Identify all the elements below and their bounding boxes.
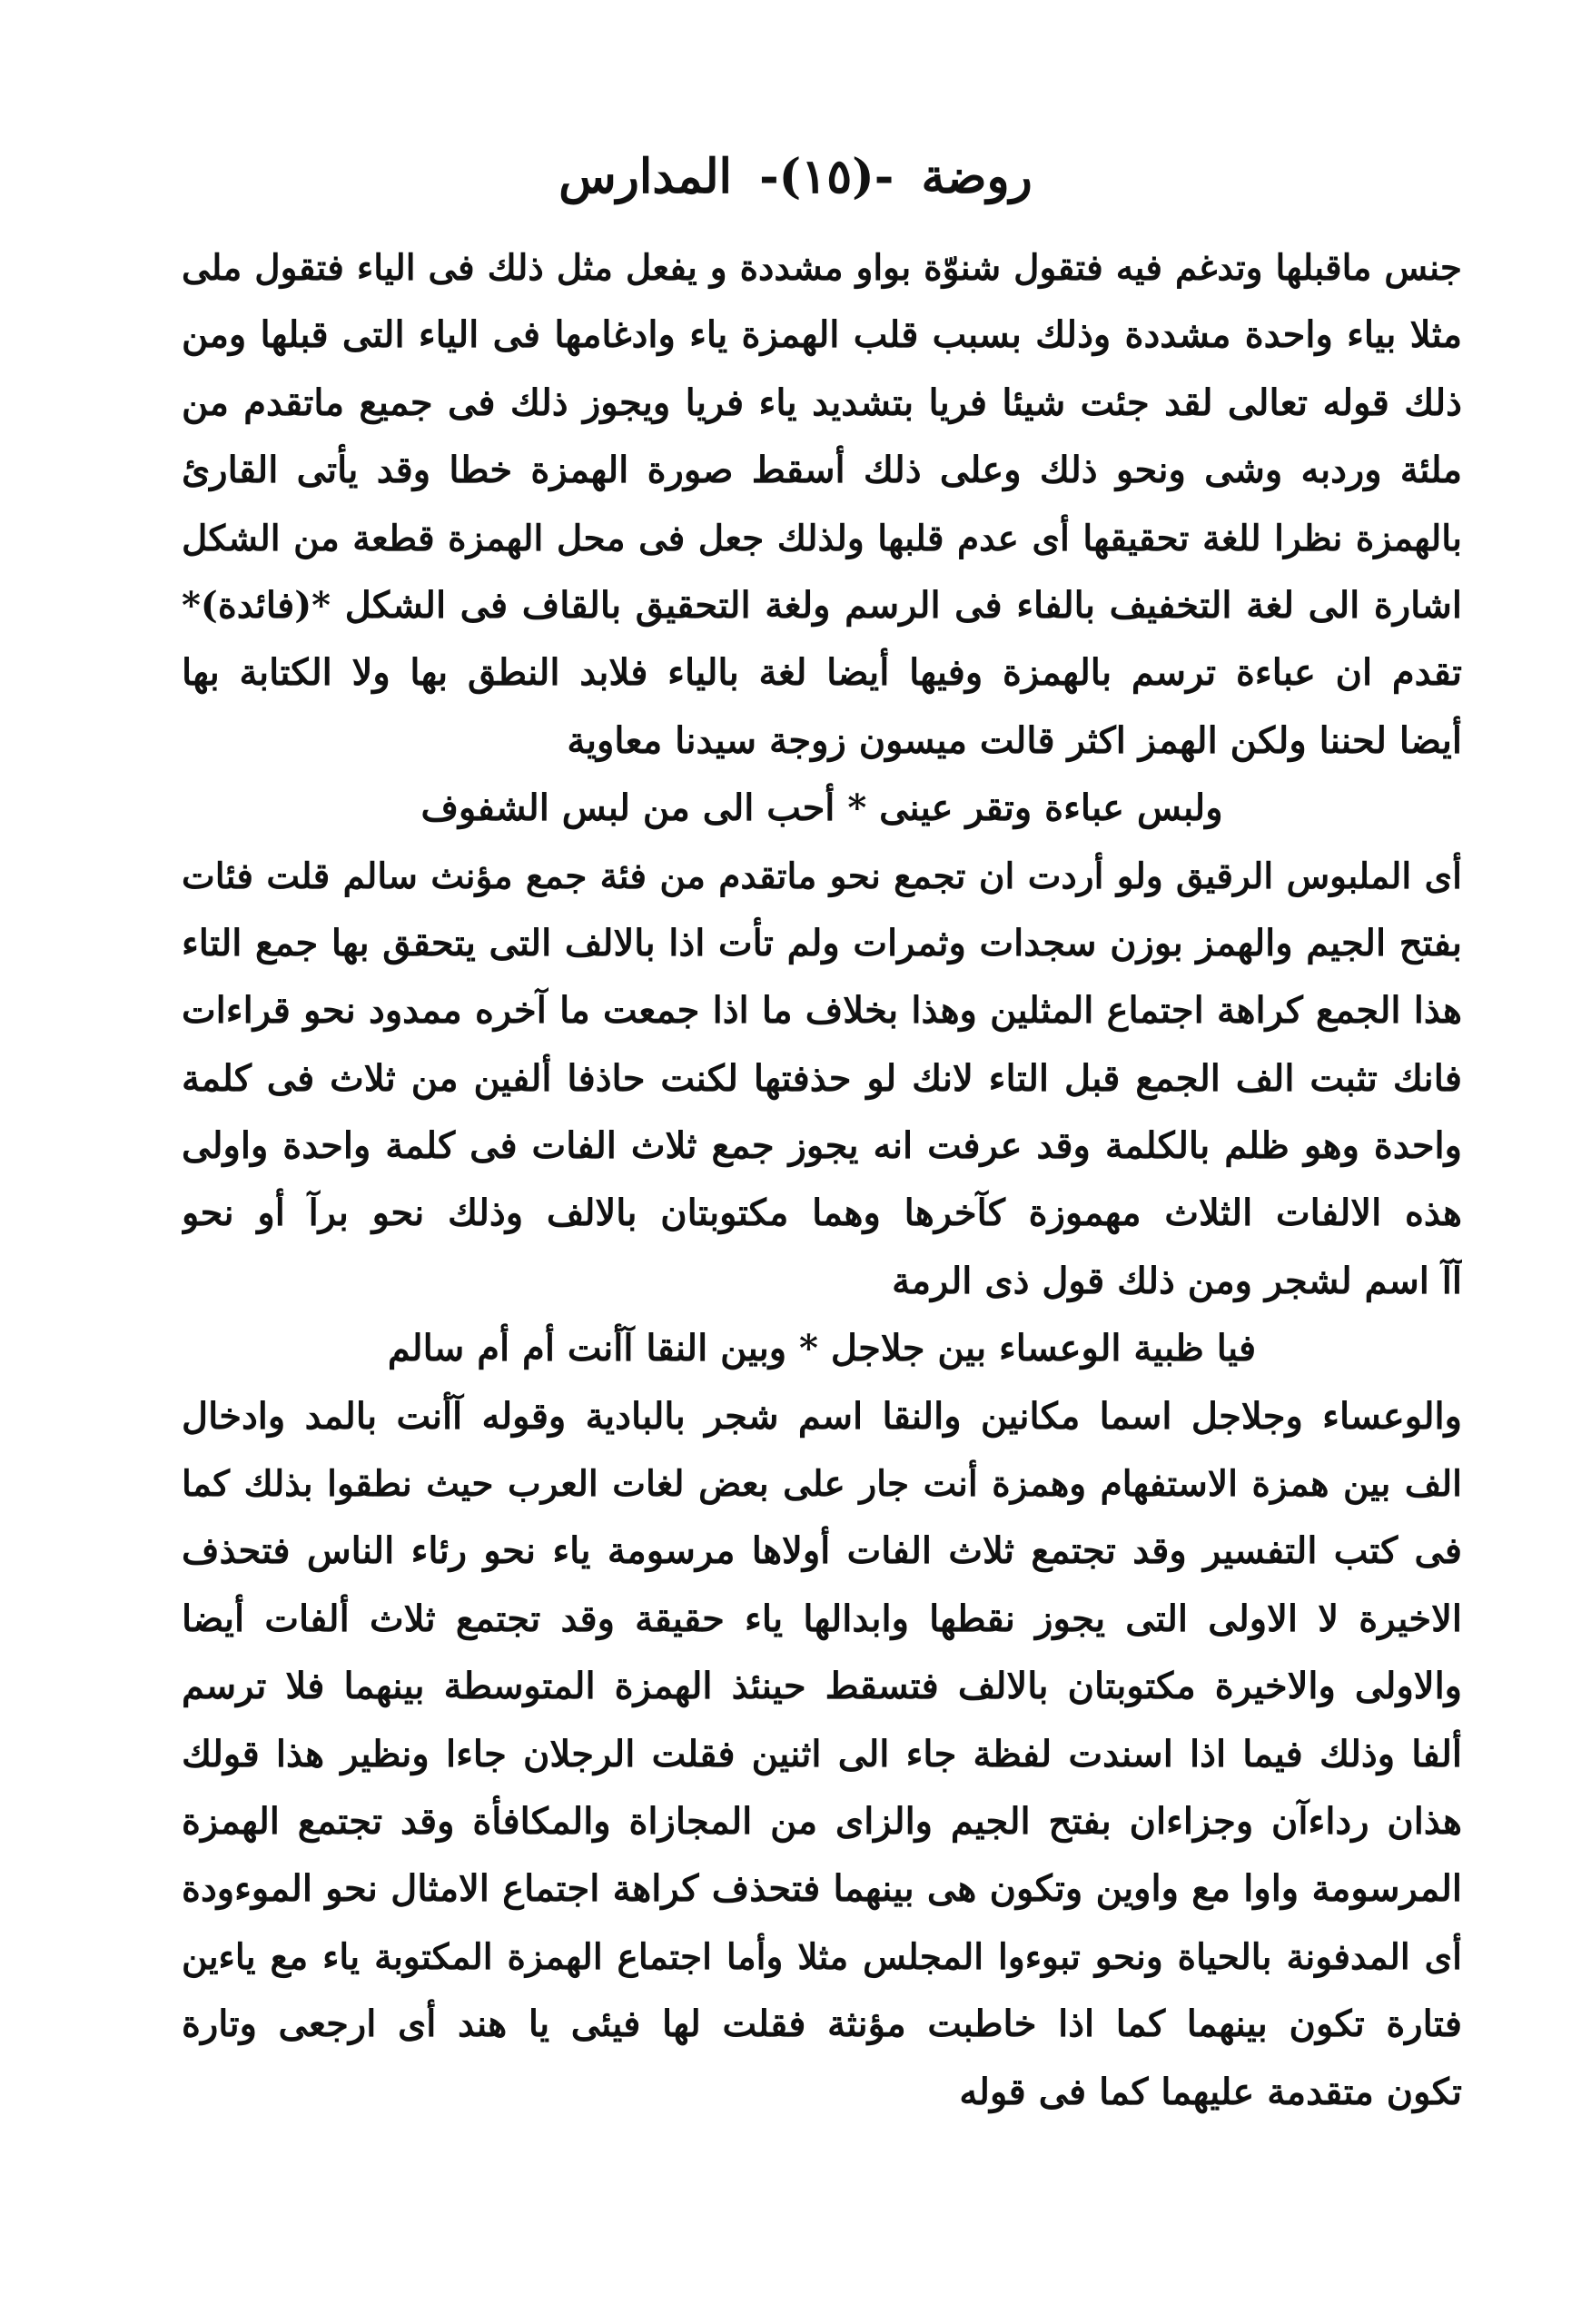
text-line: تقدم ان عباءة ترسم بالهمزة وفيها أيضا لغة بالياء فلابد النطق بها ولا الكتابة بها xyxy=(182,651,1462,695)
text-line: هذان رداءآن وجزاءان بفتح الجيم والزاى من المجازاة والمكافأة وقد تجتمع الهمزة xyxy=(182,1799,1462,1843)
page-header xyxy=(0,145,1591,209)
text-line: مثلا بياء واحدة مشددة وذلك بسبب قلب الهمزة ياء وادغامها فى الياء التى قبلها ومن xyxy=(182,313,1462,357)
text-line: تكون متقدمة عليهما كما فى قوله xyxy=(959,2070,1462,2113)
text-line: والاولى والاخيرة مكتوبتان بالالف فتسقط حينئذ الهمزة المتوسطة بينهما فلا ترسم xyxy=(182,1665,1462,1708)
page-number: -(١٥)- xyxy=(759,149,894,204)
body-text xyxy=(182,234,1462,2126)
verse-line: ولبس عباءة وتقر عينى * أحب الى من لبس الشفوف xyxy=(420,786,1223,830)
text-line: فتارة تكون بينهما كما اذا خاطبت مؤنثة فقلت لها فيئى يا هند أى ارجعى وتارة xyxy=(182,2003,1462,2046)
text-line: فى كتب التفسير وقد تجتمع ثلاث الفات أولاها مرسومة ياء نحو رئاء الناس فتحذف xyxy=(182,1529,1462,1573)
text-line: بالهمزة نظرا للغة تحقيقها أى عدم قلبها ولذلك جعل فى محل الهمزة قطعة من الشكل xyxy=(182,517,1462,559)
text-line: أى الملبوس الرقيق ولو أردت ان تجمع نحو ماتقدم من فئة جمع مؤنث سالم قلت فئات xyxy=(182,855,1462,897)
text-line: آآ اسم لشجر ومن ذلك قول ذى الرمة xyxy=(892,1259,1462,1302)
text-line: أيضا لحننا ولكن الهمز اكثر قالت ميسون زوجة سيدنا معاوية xyxy=(567,718,1462,762)
text-line: ملئة وردبه وشى ونحو ذلك وعلى ذلك أسقط صورة الهمزة خطا وقد يأتى القارئ xyxy=(182,449,1462,492)
text-line: أى المدفونة بالحياة ونحو تبوءوا المجلس مثلا وأما اجتماع الهمزة المكتوبة ياء مع ياءين xyxy=(182,1935,1462,1978)
text-line: بفتح الجيم والهمز بوزن سجدات وثمرات ولم تأت اذا بالالف التى يتحقق بها جمع التاء xyxy=(182,921,1462,964)
text-line: هذه الالفات الثلاث مهموزة كآخرها وهما مكتوبتان بالالف وذلك نحو برآ أو نحو xyxy=(182,1192,1462,1235)
text-line: فانك تثبت الف الجمع قبل التاء لانك لو حذفتها لكنت حاذفا ألفين من ثلاث فى كلمة xyxy=(182,1056,1462,1100)
text-line: المرسومة واوا مع واوين وتكون هى بينهما فتحذف كراهة اجتماع الامثال نحو الموءودة xyxy=(182,1867,1462,1911)
text-line: الف بين همزة الاستفهام وهمزة أنت جار على بعض لغات العرب حيث نطقوا بذلك كما xyxy=(182,1463,1462,1506)
verse-line: فيا ظبية الوعساء بين جلاجل * وبين النقا آأنت أم أم سالم xyxy=(387,1327,1257,1370)
text-line: الاخيرة لا الاولى التى يجوز نقطها وابدالها ياء حقيقة وقد تجتمع ثلاث ألفات أيضا xyxy=(182,1597,1462,1640)
text-line: ألفا وذلك فيما اذا اسندت لفظة جاء الى اثنين فقلت الرجلان جاءا ونظير هذا قولك xyxy=(182,1732,1462,1775)
text-line: جنس ماقبلها وتدغم فيه فتقول شنوّة بواو مشددة و يفعل مثل ذلك فى الياء فتقول ملى xyxy=(182,247,1462,289)
text-line: والوعساء وجلاجل اسما مكانين والنقا اسم شجر بالبادية وقوله آأنت بالمد وادخال xyxy=(182,1394,1462,1438)
header-title: روضة xyxy=(921,149,1033,204)
text-line: واحدة وهو ظلم بالكلمة وقد عرفت انه يجوز جمع ثلاث الفات فى كلمة واحدة واولى xyxy=(182,1124,1462,1168)
text-line: هذا الجمع كراهة اجتماع المثلين وهذا بخلاف ما اذا جمعت ما آخره ممدود نحو قراءات xyxy=(182,989,1462,1033)
text-line: ذلك قوله تعالى لقد جئت شيئا فريا بتشديد ياء فريا ويجوز ذلك فى جميع ماتقدم من xyxy=(182,381,1462,424)
header-section: المدارس xyxy=(558,149,732,204)
text-line: اشارة الى لغة التخفيف بالفاء فى الرسم ولغة التحقيق بالقاف فى الشكل *(فائدة)* xyxy=(182,583,1462,627)
